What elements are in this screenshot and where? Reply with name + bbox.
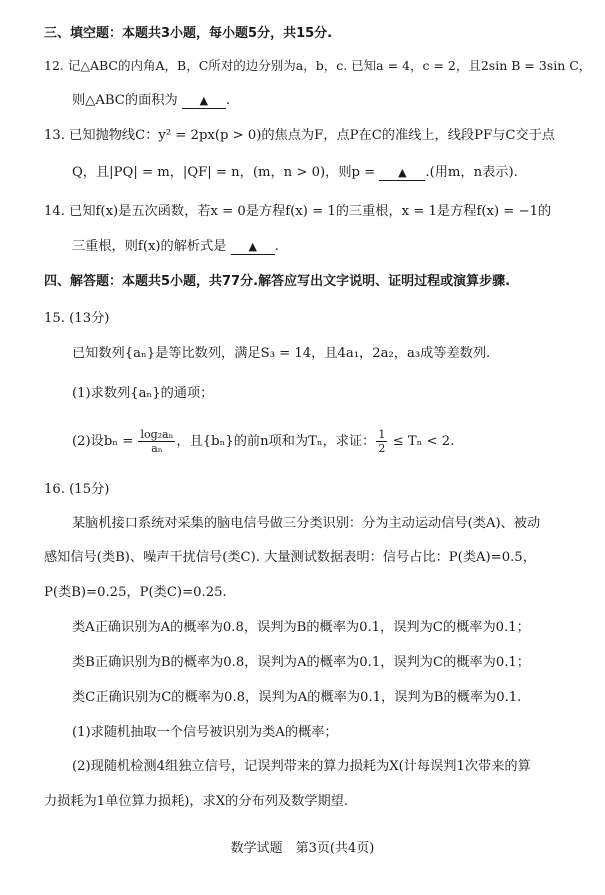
question-16-stem-line-1: 某脑机接口系统对采集的脑电信号做三分类识别：分为主动运动信号(类A)、被动 — [72, 516, 541, 531]
question-15-part-2-middle: ，且{bₙ}的前n项和为Tₙ，求证： — [176, 434, 376, 450]
question-15-part-2-lead: (2)设bₙ = — [72, 434, 134, 450]
question-16-stem-line-3: P(类B)=0.25，P(类C)=0.25. — [44, 585, 227, 600]
answer-blank-14 — [231, 240, 275, 255]
question-16-part-1: (1)求随机抽取一个信号被识别为类A的概率； — [72, 725, 338, 740]
question-12-prompt: 则△ABC的面积为 — [72, 93, 178, 108]
question-15-stem: 已知数列{aₙ}是等比数列，满足S₃ = 14，且4a₁，2a₂，a₃成等差数列. — [72, 346, 491, 361]
question-15-part-1: (1)求数列{aₙ}的通项； — [72, 386, 214, 401]
question-14-line-1: 14. 已知f(x)是五次函数，若x = 0是方程f(x) = 1的三重根，x = 1是方程f(x) = −1的 — [44, 204, 552, 219]
question-14-prompt: 三重根，则f(x)的解析式是 — [72, 239, 227, 254]
question-15-part-2-end: ≤ Tₙ < 2. — [392, 434, 455, 450]
question-15-part-2 — [72, 428, 454, 455]
question-16-class-a-rule: 类A正确识别为A的概率为0.8，误判为B的概率为0.1，误判为C的概率为0.1； — [72, 620, 530, 635]
question-13-line-2 — [72, 166, 518, 181]
blank-triangle-icon: ▲ — [248, 240, 257, 253]
fraction-numerator: 1 — [378, 428, 386, 441]
blank-triangle-icon: ▲ — [398, 166, 407, 179]
fraction-one-half — [376, 428, 387, 455]
question-15-header: 15. (13分) — [44, 311, 110, 326]
question-14-end: . — [274, 239, 279, 254]
fraction-denominator: 2 — [378, 442, 386, 456]
section-header-solve: 四、解答题：本题共5小题，共77分.解答应写出文字说明、证明过程或演算步骤. — [44, 274, 511, 289]
question-16-class-c-rule: 类C正确识别为C的概率为0.8，误判为A的概率为0.1，误判为B的概率为0.1. — [72, 690, 522, 705]
answer-blank-12 — [182, 94, 226, 109]
answer-blank-13 — [379, 166, 425, 181]
question-16-class-b-rule: 类B正确识别为B的概率为0.8，误判为A的概率为0.1，误判为C的概率为0.1； — [72, 655, 530, 670]
question-13-line-1: 13. 已知抛物线C：y² = 2px(p > 0)的焦点为F，点P在C的准线上，线段PF与C交于点 — [44, 128, 555, 143]
fraction-b-n — [138, 428, 175, 455]
question-16-header: 16. (15分) — [44, 482, 110, 497]
question-13-end: .(用m，n表示). — [425, 165, 518, 180]
question-12-line-1: 12. 记△ABC的内角A，B，C所对的边分别为a，b，c. 已知a = 4，c = 2，且2sin B = 3sin C， — [44, 58, 592, 73]
question-14-line-2 — [72, 240, 279, 255]
question-12-line-2 — [72, 94, 230, 109]
fraction-numerator: log₂aₙ — [140, 428, 174, 441]
page-footer: 数学试题 第3页(共4页) — [230, 841, 375, 856]
question-13-prompt: Q，且|PQ| = m，|QF| = n，(m，n > 0)，则p = — [72, 165, 376, 180]
fraction-denominator: aₙ — [151, 442, 163, 456]
question-12-end: . — [225, 93, 231, 108]
question-16-stem-line-2: 感知信号(类B)、噪声干扰信号(类C). 大量测试数据表明：信号占比：P(类A)=0.5， — [44, 550, 536, 565]
question-16-part-2-line-2: 力损耗为1单位算力损耗)，求X的分布列及数学期望. — [44, 794, 349, 809]
blank-triangle-icon: ▲ — [199, 94, 209, 107]
section-header-fill-in: 三、填空题：本题共3小题，每小题5分，共15分. — [44, 26, 333, 41]
question-16-part-2-line-1: (2)现随机检测4组独立信号，记误判带来的算力损耗为X(计每误判1次带来的算 — [72, 759, 531, 774]
